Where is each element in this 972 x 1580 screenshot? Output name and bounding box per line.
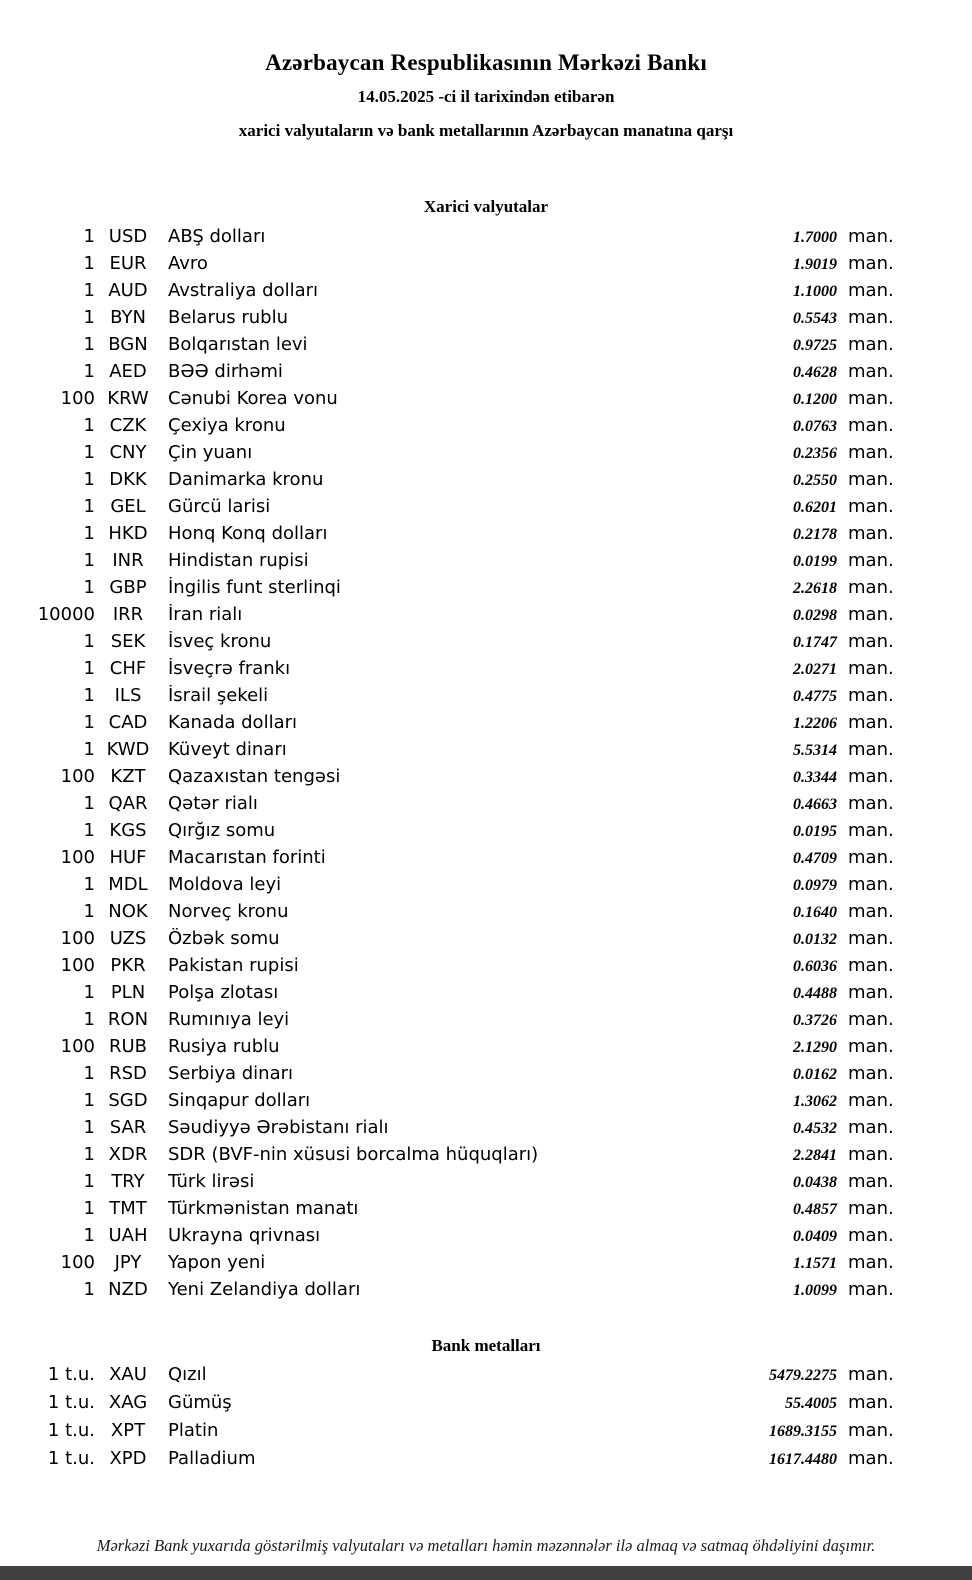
- currency-code: INR: [112, 550, 144, 571]
- rate-row: [0, 280, 972, 307]
- currency-name: Hindistan rupisi: [168, 550, 309, 571]
- currency-code: XPT: [110, 1420, 146, 1441]
- currency-code: AED: [109, 361, 147, 382]
- rate-value: 0.0132: [793, 931, 837, 948]
- rate-value: 0.2550: [793, 472, 837, 489]
- rate-unit: man.: [848, 1144, 894, 1165]
- rate-quantity: 1: [83, 685, 95, 706]
- rate-unit: man.: [848, 793, 894, 814]
- footer-disclaimer: Mərkəzi Bank yuxarıda göstərilmiş valyutaları və metalları həmin məzənnələr ilə almaq və satmaq öhdəliyini daşımır.: [96, 1536, 876, 1555]
- rate-row: [0, 1198, 972, 1225]
- currency-table: [0, 226, 972, 1306]
- currency-name: Gümüş: [168, 1392, 232, 1413]
- rate-quantity: 1: [83, 550, 95, 571]
- rate-row: [0, 1420, 972, 1448]
- rate-row: [0, 1364, 972, 1392]
- currency-code: CAD: [108, 712, 148, 733]
- rate-value: 0.4628: [793, 364, 837, 381]
- rate-value: 2.0271: [793, 661, 837, 678]
- currency-code: XAU: [109, 1364, 147, 1385]
- rate-unit: man.: [848, 712, 894, 733]
- rate-value: 0.0298: [793, 607, 837, 624]
- rate-row: [0, 793, 972, 820]
- rate-value: 2.1290: [793, 1039, 837, 1056]
- rate-unit: man.: [848, 1279, 894, 1300]
- rate-value: 0.4663: [793, 796, 837, 813]
- rate-value: 1.0099: [793, 1282, 837, 1299]
- rate-value: 0.6201: [793, 499, 837, 516]
- currency-code: NOK: [108, 901, 148, 922]
- rate-unit: man.: [848, 523, 894, 544]
- rate-quantity: 1: [83, 1090, 95, 1111]
- currency-code: SAR: [109, 1117, 147, 1138]
- currency-code: EUR: [109, 253, 147, 274]
- rate-unit: man.: [848, 307, 894, 328]
- rate-value: 0.2178: [793, 526, 837, 543]
- rate-value: 0.3344: [793, 769, 837, 786]
- rate-quantity: 1 t.u.: [47, 1420, 95, 1441]
- rate-quantity: 1: [83, 874, 95, 895]
- rate-row: [0, 901, 972, 928]
- currency-code: KWD: [106, 739, 150, 760]
- currency-name: Sinqapur dolları: [168, 1090, 311, 1111]
- currency-name: Honq Konq dolları: [168, 523, 328, 544]
- rate-unit: man.: [848, 1063, 894, 1084]
- rate-unit: man.: [848, 334, 894, 355]
- rate-row: [0, 847, 972, 874]
- rate-quantity: 1: [83, 820, 95, 841]
- currency-name: Pakistan rupisi: [168, 955, 299, 976]
- rate-row: [0, 1144, 972, 1171]
- rate-value: 0.0409: [793, 1228, 837, 1245]
- rate-quantity: 1: [83, 658, 95, 679]
- currency-name: Özbək somu: [168, 928, 280, 949]
- rate-unit: man.: [848, 1252, 894, 1273]
- rate-quantity: 100: [60, 766, 95, 787]
- rate-value: 1.2206: [793, 715, 837, 732]
- rate-row: [0, 361, 972, 388]
- rate-quantity: 1: [83, 1063, 95, 1084]
- currencies-section-title: Xarici valyutalar: [423, 197, 549, 216]
- currency-name: Avro: [168, 253, 208, 274]
- rate-row: [0, 1225, 972, 1252]
- rate-row: [0, 658, 972, 685]
- currency-code: RSD: [109, 1063, 147, 1084]
- rate-value: 0.0438: [793, 1174, 837, 1191]
- rate-row: [0, 1036, 972, 1063]
- currency-code: BGN: [108, 334, 148, 355]
- rate-quantity: 1: [83, 631, 95, 652]
- rate-quantity: 1 t.u.: [47, 1448, 95, 1469]
- rate-quantity: 1: [83, 361, 95, 382]
- currency-code: PKR: [110, 955, 146, 976]
- currency-code: RON: [107, 1009, 149, 1030]
- rate-unit: man.: [848, 766, 894, 787]
- rate-value: 5.5314: [793, 742, 837, 759]
- currency-name: Rusiya rublu: [168, 1036, 280, 1057]
- currency-name: Platin: [168, 1420, 219, 1441]
- rate-row: [0, 928, 972, 955]
- rate-row: [0, 577, 972, 604]
- currency-name: ABŞ dolları: [168, 226, 266, 247]
- rate-unit: man.: [848, 847, 894, 868]
- rate-quantity: 1: [83, 226, 95, 247]
- rate-row: [0, 820, 972, 847]
- rate-row: [0, 523, 972, 550]
- currency-name: Türk lirəsi: [168, 1171, 255, 1192]
- rate-quantity: 100: [60, 847, 95, 868]
- rate-row: [0, 631, 972, 658]
- currency-code: HKD: [108, 523, 148, 544]
- rate-quantity: 1: [83, 577, 95, 598]
- currency-name: İngilis funt sterlinqi: [168, 577, 341, 598]
- currency-name: Yapon yeni: [168, 1252, 266, 1273]
- rate-unit: man.: [848, 388, 894, 409]
- rate-value: 0.1200: [793, 391, 837, 408]
- rate-quantity: 100: [60, 955, 95, 976]
- currency-name: İsrail şekeli: [168, 685, 269, 706]
- rate-unit: man.: [848, 280, 894, 301]
- currency-name: Belarus rublu: [168, 307, 289, 328]
- rate-row: [0, 388, 972, 415]
- currency-code: HUF: [109, 847, 147, 868]
- rate-row: [0, 1279, 972, 1306]
- currency-name: Norveç kronu: [168, 901, 289, 922]
- currency-name: Küveyt dinarı: [168, 739, 287, 760]
- rate-quantity: 100: [60, 1036, 95, 1057]
- currency-code: KGS: [109, 820, 147, 841]
- rate-row: [0, 307, 972, 334]
- rate-unit: man.: [848, 982, 894, 1003]
- rate-quantity: 1: [83, 1198, 95, 1219]
- currency-code: USD: [108, 226, 148, 247]
- currency-code: SEK: [110, 631, 146, 652]
- rate-value: 1.1571: [793, 1255, 837, 1272]
- rate-row: [0, 982, 972, 1009]
- currency-code: BYN: [110, 307, 146, 328]
- rate-unit: man.: [848, 901, 894, 922]
- rate-row: [0, 1392, 972, 1420]
- rate-quantity: 1: [83, 793, 95, 814]
- currency-name: Moldova leyi: [168, 874, 282, 895]
- rate-unit: man.: [848, 442, 894, 463]
- metals-section-title: Bank metalları: [431, 1336, 541, 1355]
- metals-table: [0, 1364, 972, 1476]
- currency-name: Rumınıya leyi: [168, 1009, 290, 1030]
- rate-row: [0, 739, 972, 766]
- rate-quantity: 10000: [37, 604, 95, 625]
- rate-value: 0.4532: [793, 1120, 837, 1137]
- currency-name: Avstraliya dolları: [168, 280, 319, 301]
- currency-code: QAR: [108, 793, 148, 814]
- rate-quantity: 1: [83, 415, 95, 436]
- page-title: Azərbaycan Respublikasının Mərkəzi Bankı: [265, 50, 707, 75]
- rate-row: [0, 334, 972, 361]
- currency-code: DKK: [109, 469, 147, 490]
- rate-value: 0.0763: [793, 418, 837, 435]
- rate-unit: man.: [848, 253, 894, 274]
- rate-quantity: 1: [83, 1117, 95, 1138]
- rate-value: 5479.2275: [769, 1367, 837, 1384]
- rate-quantity: 1: [83, 1279, 95, 1300]
- currency-name: Kanada dolları: [168, 712, 298, 733]
- rate-quantity: 1: [83, 307, 95, 328]
- rate-unit: man.: [848, 1448, 894, 1469]
- rate-quantity: 1: [83, 982, 95, 1003]
- currency-name: SDR (BVF-nin xüsusi borcalma hüquqları): [168, 1144, 539, 1165]
- rate-row: [0, 415, 972, 442]
- rate-unit: man.: [848, 1117, 894, 1138]
- currency-name: Gürcü larisi: [168, 496, 271, 517]
- currency-name: Qızıl: [168, 1364, 207, 1385]
- rate-unit: man.: [848, 415, 894, 436]
- rate-value: 0.0195: [793, 823, 837, 840]
- currency-code: CNY: [109, 442, 147, 463]
- rate-unit: man.: [848, 1036, 894, 1057]
- currency-name: Çin yuanı: [168, 442, 253, 463]
- rate-row: [0, 874, 972, 901]
- rate-row: [0, 955, 972, 982]
- document-subtitle: xarici valyutaların və bank metallarının Azərbaycan manatına qarşı: [238, 121, 734, 140]
- rate-quantity: 1: [83, 1144, 95, 1165]
- currency-code: MDL: [108, 874, 148, 895]
- currency-code: KRW: [107, 388, 149, 409]
- rate-value: 0.2356: [793, 445, 837, 462]
- rate-row: [0, 1009, 972, 1036]
- currency-name: Çexiya kronu: [168, 415, 286, 436]
- rate-value: 0.0979: [793, 877, 837, 894]
- currency-name: Qazaxıstan tengəsi: [168, 766, 341, 787]
- rate-quantity: 100: [60, 388, 95, 409]
- currency-code: UAH: [108, 1225, 148, 1246]
- rate-row: [0, 1117, 972, 1144]
- currency-code: TRY: [111, 1171, 145, 1192]
- rate-value: 0.0162: [793, 1066, 837, 1083]
- rate-quantity: 1: [83, 334, 95, 355]
- rate-unit: man.: [848, 1009, 894, 1030]
- currency-code: NZD: [108, 1279, 148, 1300]
- rate-unit: man.: [848, 226, 894, 247]
- currency-name: Palladium: [168, 1448, 256, 1469]
- currency-name: İsveç kronu: [168, 631, 272, 652]
- currency-code: GEL: [110, 496, 146, 517]
- rate-value: 0.4488: [793, 985, 837, 1002]
- currency-name: Danimarka kronu: [168, 469, 324, 490]
- rate-row: [0, 712, 972, 739]
- rate-value: 1.1000: [793, 283, 837, 300]
- rate-unit: man.: [848, 496, 894, 517]
- rate-value: 0.4709: [793, 850, 837, 867]
- rate-quantity: 1: [83, 442, 95, 463]
- rate-value: 0.1640: [793, 904, 837, 921]
- currency-code: IRR: [112, 604, 144, 625]
- rate-unit: man.: [848, 820, 894, 841]
- rate-unit: man.: [848, 955, 894, 976]
- rate-value: 1.7000: [793, 229, 837, 246]
- rate-row: [0, 469, 972, 496]
- currency-name: Qətər rialı: [168, 793, 258, 814]
- rate-quantity: 100: [60, 928, 95, 949]
- currency-code: RUB: [108, 1036, 148, 1057]
- rate-quantity: 1: [83, 469, 95, 490]
- rate-row: [0, 1090, 972, 1117]
- rate-unit: man.: [848, 604, 894, 625]
- currency-name: İsveçrə frankı: [168, 658, 291, 679]
- rate-quantity: 1: [83, 1225, 95, 1246]
- currency-name: İran rialı: [168, 604, 243, 625]
- effective-date: 14.05.2025 -ci il tarixindən etibarən: [357, 87, 615, 106]
- rate-row: [0, 1252, 972, 1279]
- currency-code: PLN: [110, 982, 146, 1003]
- rate-quantity: 1 t.u.: [47, 1392, 95, 1413]
- currency-code: UZS: [109, 928, 147, 949]
- rate-quantity: 1: [83, 1009, 95, 1030]
- rate-value: 0.4775: [793, 688, 837, 705]
- currency-code: SGD: [108, 1090, 148, 1111]
- rate-value: 0.4857: [793, 1201, 837, 1218]
- rate-value: 2.2618: [793, 580, 837, 597]
- currency-name: Cənubi Korea vonu: [168, 388, 338, 409]
- rate-unit: man.: [848, 1225, 894, 1246]
- rate-unit: man.: [848, 874, 894, 895]
- rate-unit: man.: [848, 1364, 894, 1385]
- currency-name: BƏƏ dirhəmi: [168, 361, 283, 382]
- rate-quantity: 1: [83, 1171, 95, 1192]
- rate-unit: man.: [848, 1171, 894, 1192]
- rate-row: [0, 550, 972, 577]
- rate-unit: man.: [848, 550, 894, 571]
- rate-value: 0.1747: [793, 634, 837, 651]
- rate-quantity: 1: [83, 253, 95, 274]
- rate-row: [0, 226, 972, 253]
- rate-value: 1.3062: [793, 1093, 837, 1110]
- rate-unit: man.: [848, 577, 894, 598]
- currency-code: CHF: [109, 658, 147, 679]
- currency-name: Türkmənistan manatı: [168, 1198, 359, 1219]
- rate-unit: man.: [848, 928, 894, 949]
- currency-name: Polşa zlotası: [168, 982, 279, 1003]
- currency-code: XDR: [108, 1144, 148, 1165]
- currency-name: Qırğız somu: [168, 820, 276, 841]
- currency-code: TMT: [109, 1198, 147, 1219]
- currency-name: Serbiya dinarı: [168, 1063, 293, 1084]
- rate-value: 0.9725: [793, 337, 837, 354]
- currency-code: AUD: [108, 280, 148, 301]
- rate-quantity: 1: [83, 523, 95, 544]
- currency-name: Macarıstan forinti: [168, 847, 326, 868]
- rate-quantity: 1: [83, 901, 95, 922]
- rate-value: 0.5543: [793, 310, 837, 327]
- rate-quantity: 1: [83, 712, 95, 733]
- rate-unit: man.: [848, 631, 894, 652]
- rate-unit: man.: [848, 685, 894, 706]
- rate-value: 0.0199: [793, 553, 837, 570]
- currency-name: Səudiyyə Ərəbistanı rialı: [168, 1117, 389, 1138]
- rate-unit: man.: [848, 1420, 894, 1441]
- rate-quantity: 1 t.u.: [47, 1364, 95, 1385]
- currency-code: JPY: [114, 1252, 142, 1273]
- rate-row: [0, 766, 972, 793]
- rate-row: [0, 253, 972, 280]
- rate-quantity: 1: [83, 496, 95, 517]
- rate-row: [0, 496, 972, 523]
- rate-row: [0, 442, 972, 469]
- rate-unit: man.: [848, 1392, 894, 1413]
- rate-row: [0, 604, 972, 631]
- currency-code: GBP: [109, 577, 147, 598]
- bottom-bar: [0, 1566, 972, 1580]
- rate-quantity: 1: [83, 280, 95, 301]
- rate-value: 0.6036: [793, 958, 837, 975]
- rate-value: 55.4005: [785, 1395, 837, 1412]
- rate-quantity: 1: [83, 739, 95, 760]
- rate-unit: man.: [848, 469, 894, 490]
- rate-row: [0, 1171, 972, 1198]
- currency-name: Ukrayna qrivnası: [168, 1225, 321, 1246]
- currency-code: XAG: [108, 1392, 148, 1413]
- rate-unit: man.: [848, 739, 894, 760]
- rate-value: 1617.4480: [769, 1451, 837, 1468]
- rate-row: [0, 1448, 972, 1476]
- rate-value: 1.9019: [793, 256, 837, 273]
- currency-code: KZT: [110, 766, 146, 787]
- currency-name: Bolqarıstan levi: [168, 334, 308, 355]
- rate-quantity: 100: [60, 1252, 95, 1273]
- currency-code: ILS: [114, 685, 142, 706]
- rate-row: [0, 685, 972, 712]
- rate-unit: man.: [848, 1198, 894, 1219]
- rate-value: 2.2841: [793, 1147, 837, 1164]
- rate-unit: man.: [848, 361, 894, 382]
- rate-unit: man.: [848, 658, 894, 679]
- currency-code: CZK: [109, 415, 147, 436]
- rate-value: 1689.3155: [769, 1423, 837, 1440]
- rate-row: [0, 1063, 972, 1090]
- rate-value: 0.3726: [793, 1012, 837, 1029]
- rate-unit: man.: [848, 1090, 894, 1111]
- currency-name: Yeni Zelandiya dolları: [168, 1279, 361, 1300]
- currency-code: XPD: [109, 1448, 147, 1469]
